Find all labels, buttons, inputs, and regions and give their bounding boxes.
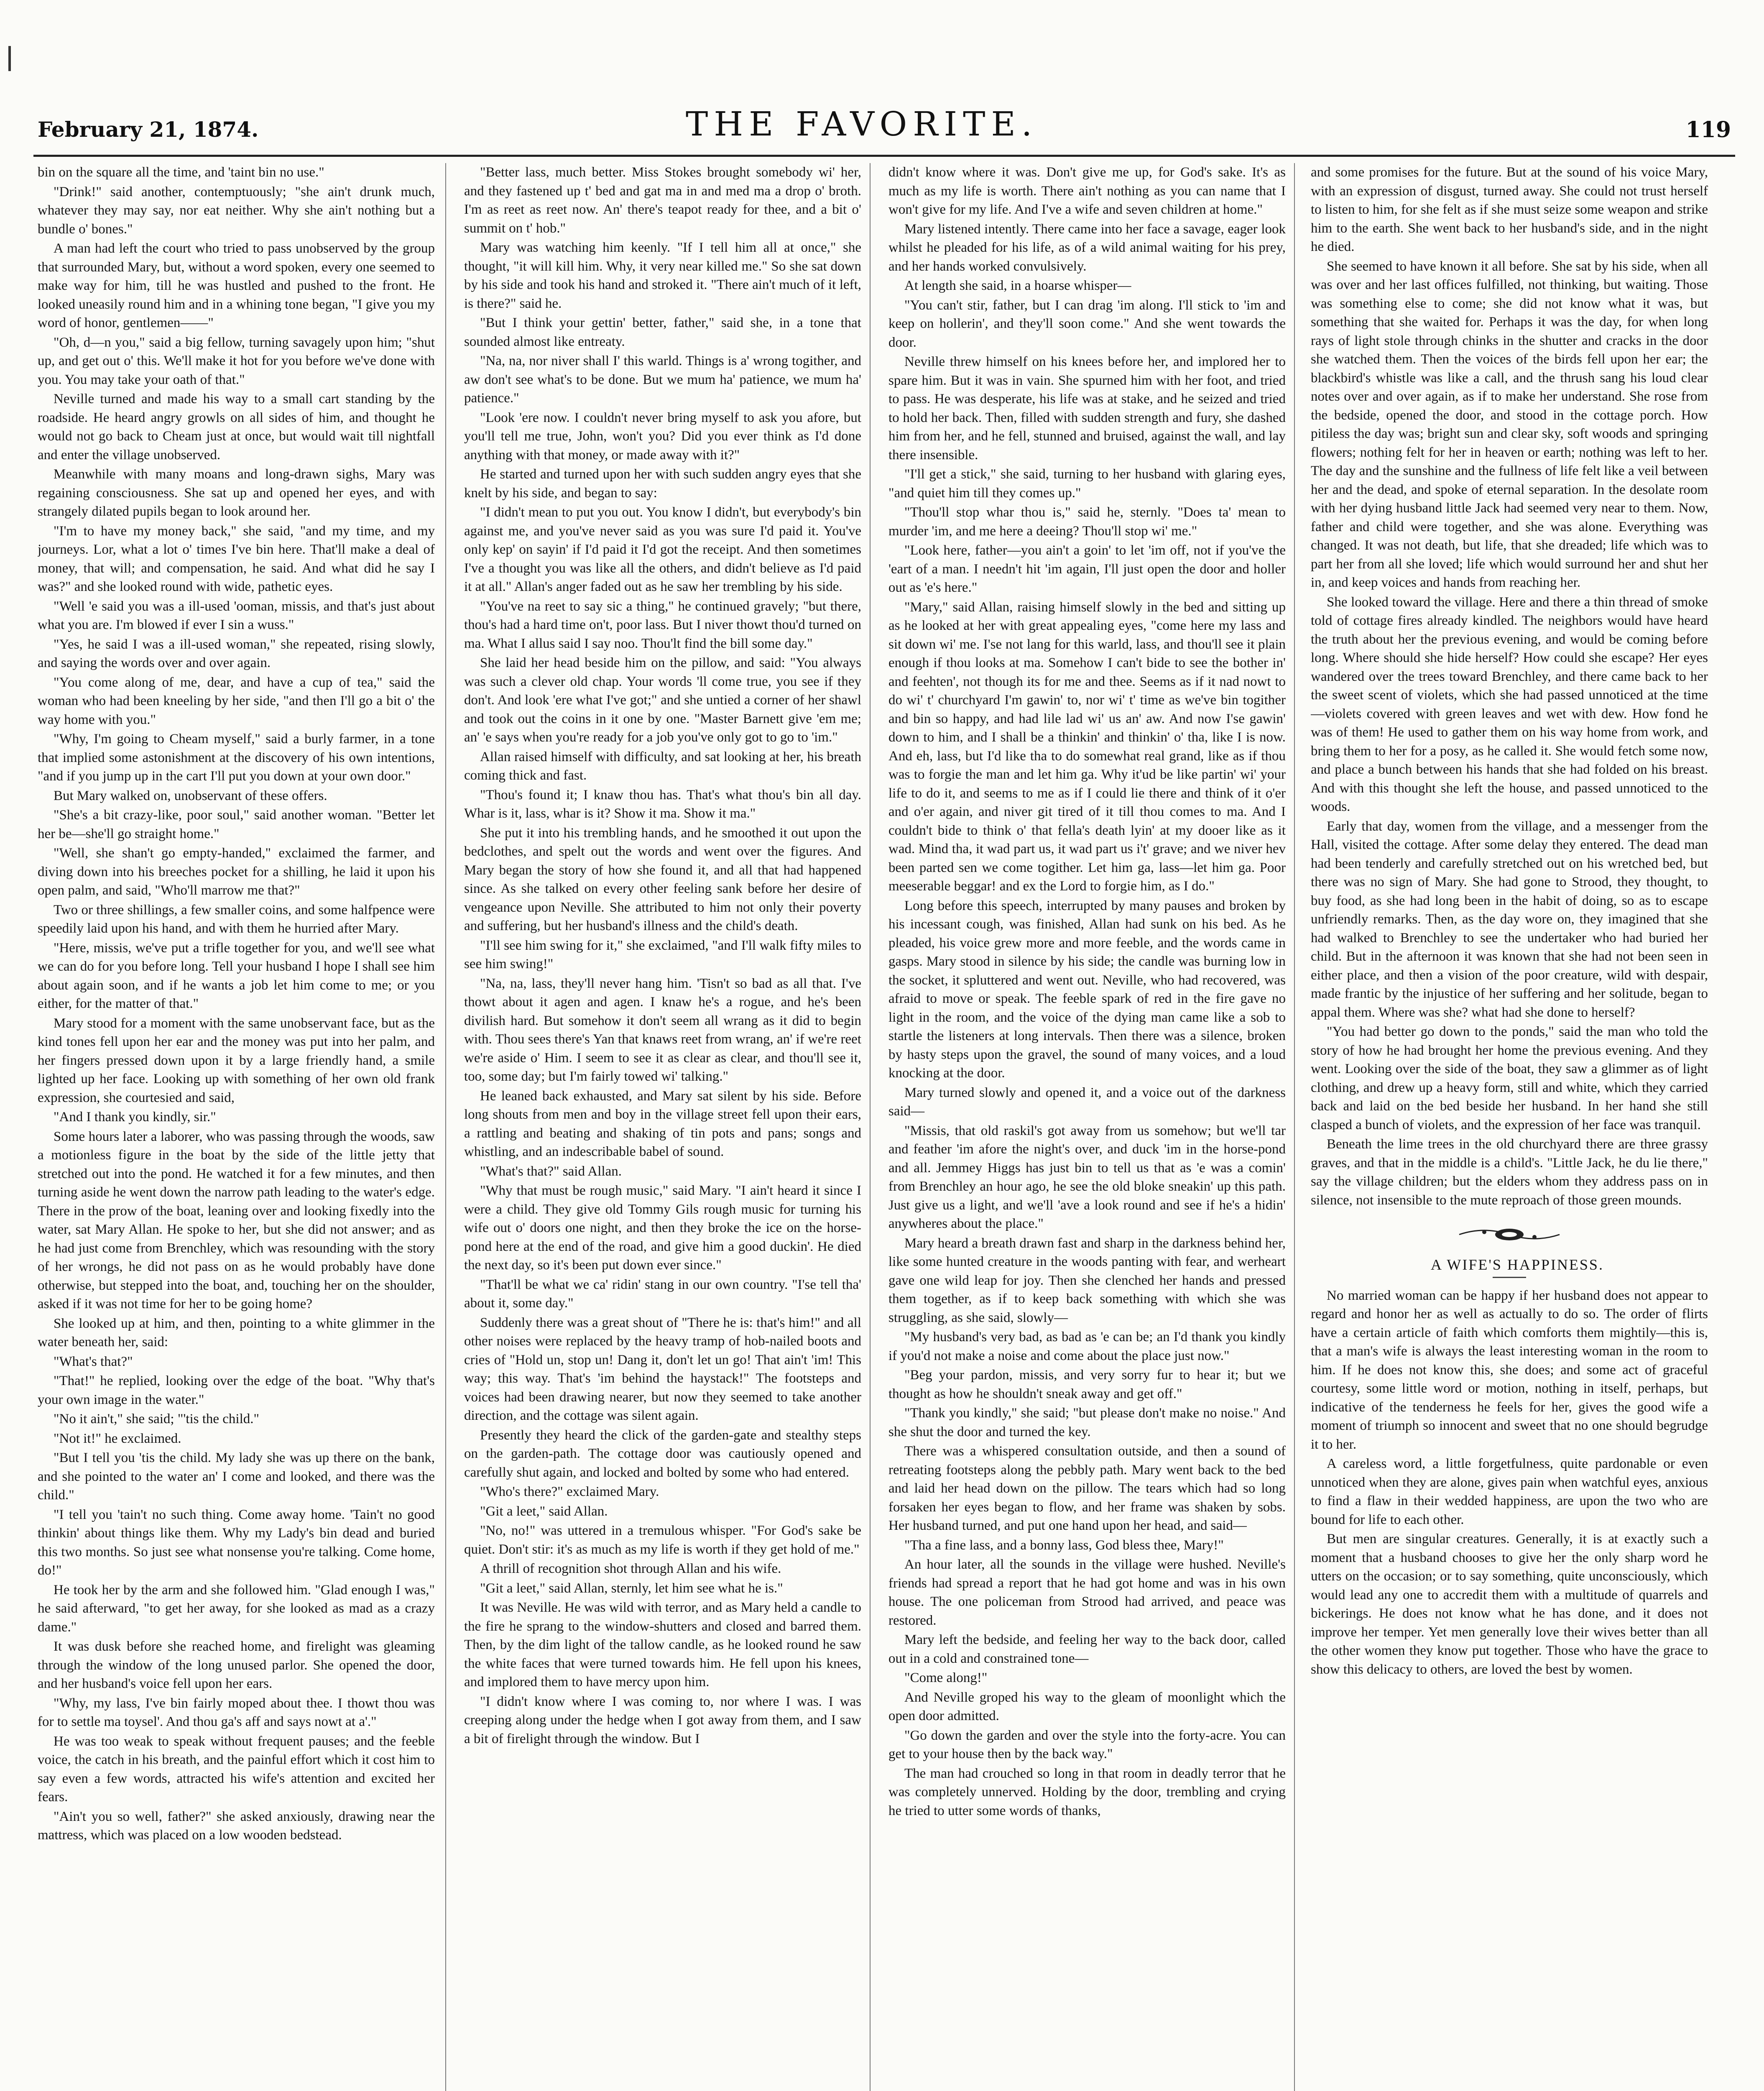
paragraph: "Ain't you so well, father?" she asked anxiously, drawing near the mattress, which was placed on a low wooden bedstead. <box>38 1809 435 1843</box>
paragraph: "Well 'e said you was a ill-used 'ooman, missis, and that's just about what you are. I'm blowed if ever I sin a wuss." <box>38 598 435 632</box>
paragraph: "Why that must be rough music," said Mary. "I ain't heard it since I were a child. They give old Tommy Gils rough music for turning his wife out o' doors one night, and then they broke the ice on the horse-pond here at the end of the road, and give him a good duckin'. He died the next day, so it's been put down ever since." <box>464 1183 861 1273</box>
paragraph: "Na, na, lass, they'll never hang him. 'Tisn't so bad as all that. I've thowt about it agen and agen. I knaw he's a rogue, and he's been divilish hard. But somehow it don't seem all wrang as it did to begin with. Thou sees there's Yan that knaws reet from wrang, an' if we're reet we're aside o' Him. I seem to see it as clear as clear, and thou'll see it, too, some day; but I'm fairly towed wi' talking." <box>464 976 861 1084</box>
paragraph: No married woman can be happy if her husband does not appear to regard and honor her as well as actually to do so. The order of flirts have a certain article of faith which comforts them mightily—this is, that a man's wife is always the least interesting woman in the room to him. If he does not know this, she does; and some act of graceful courtesy, some little word or motion, nothing in itself, perhaps, but indicative of the tenderness he feels for her, gives the good wife a moment of triumph so innocent and sweet that no one should begrudge it to her. <box>1311 1288 1708 1452</box>
paragraph: "Better lass, much better. Miss Stokes brought somebody wi' her, and they fastened up t' bed and gat ma in and med ma a drop o' broth. I'm as reet as reet now. An' there's teapot ready for thee, and a bit o' summit on t' hob." <box>464 165 861 236</box>
paragraph: "Not it!" he exclaimed. <box>54 1431 181 1446</box>
article-heading: A WIFE'S HAPPINESS. <box>1431 1256 1604 1273</box>
paragraph: Beneath the lime trees in the old churchyard there are three grassy graves, and that in the middle is a child's. "Little Jack, he du lie there," say the village children; but the elders whom they address pass on in silence, not insensible to the mute reproach of those green mounds. <box>1311 1137 1708 1208</box>
issue-date: February 21, 1874. <box>38 117 259 142</box>
paragraph: The man had crouched so long in that room in deadly terror that he was completely unnerved. Holding by the door, trembling and crying he tried to utter some words of thanks, <box>888 1766 1286 1818</box>
paragraph: "Look here, father—you ain't a goin' to let 'im off, not if you've the 'eart of a man. I needn't hit 'im again, I'll just open the door and holler out as 'e's here." <box>888 543 1286 595</box>
paragraph: Mary listened intently. There came into her face a savage, eager look whilst he pleaded for his life, as of a wild animal waiting for his prey, and her hands worked convulsively. <box>888 221 1286 274</box>
paragraph: "I didn't know where I was coming to, nor where I was. I was creeping along under the hedge when I got away from them, and I saw a bit of firelight through the window. But I <box>464 1694 861 1746</box>
paragraph: But men are singular creatures. Generally, it is at exactly such a moment that a husband chooses to give her the only sharp word he utters on the occasion; or to say something, quite unconsciously, which would lead any one to accredit them with a multitude of quarrels and bickerings. He does not know what he has done, and it does not improve her temper. Yet men generally love their wives better than all the other women they know put together. Those who have the grace to show this delicacy to others, are loved the best by women. <box>1311 1531 1708 1677</box>
paragraph: A thrill of recognition shot through Allan and his wife. <box>480 1561 781 1576</box>
paragraph: "Beg your pardon, missis, and very sorry fur to hear it; but we thought as how he shouldn't sneak away and get off." <box>888 1368 1286 1401</box>
paragraph: "My husband's very bad, as bad as 'e can be; an I'd thank you kindly if you'd not make a noise and come about the place just now." <box>888 1329 1286 1363</box>
paragraph: "And I thank you kindly, sir." <box>54 1109 216 1125</box>
paragraph: Two or three shillings, a few smaller coins, and some halfpence were speedily laid upon his hand, and with them he hurried after Mary. <box>38 902 435 936</box>
paragraph: "Here, missis, we've put a trifle together for you, and we'll see what we can do for you before long. Tell your husband I hope I shall see him about again soon, and if he wants a job let him come to me; or you either, for the matter of that." <box>38 940 435 1011</box>
paragraph: He was too weak to speak without frequent pauses; and the feeble voice, the catch in his breath, and the painful effort which it cost him to say even a few words, attracted his wife's attention and excited her fears. <box>38 1733 435 1805</box>
paragraph: "Why, I'm going to Cheam myself," said a burly farmer, in a tone that implied some astonishment at the discovery of his own intentions, "and if you jump up in the cart I'll put you down at your own door." <box>38 731 435 784</box>
paragraph: She seemed to have known it all before. She sat by his side, when all was over and her last offices fulfilled, not thinking, but waiting. Those was something else to come; she did not know what it was, but something that she waited for. Perhaps it was the day, for when long rays of light stole through chinks in the shutter and cracks in the door she watched them. Then the voices of the birds fell upon her ear; the blackbird's whistle was like a call, and the thrush sang his loud clear notes over and over again, as if to make her understand. She rose from the bedside, opened the door, and stood in the cottage porch. How pitiless the day was; bright sun and clear sky, soft woods and springing flowers; nothing felt for her in heaven or earth; nothing was left to her. The day and the sunshine and the fullness of life felt like a veil between her and the dead, and spoke of eternal separation. In the desolate room with her dying husband little Jack had seemed very near to them. Now, father and child were together, and she was alone. Everything was changed. It was not death, but life, that she dreaded; life which was to part her from all she loved; life which would surround her and shut her in, and keep voices and hands from reaching her. <box>1311 258 1708 590</box>
header-rule <box>33 155 1735 157</box>
paragraph: Mary heard a breath drawn fast and sharp in the darkness behind her, like some hunted creature in the woods panting with fear, and werheart gave one wild leap for joy. Then she clenched her hands and pressed them together, as if to keep back something with which she was struggling, as she said, slowly— <box>888 1235 1286 1325</box>
paragraph: She looked toward the village. Here and there a thin thread of smoke told of cottage fires already kindled. The neighbors would have heard the truth about her the previous evening, and would be coming before long. Where should she hide herself? How could she escape? Her eyes wandered over the trees toward Brenchley, and there came back to her the sweet scent of violets, which she had passed unnoticed at the time—violets covered with green leaves and wet with dew. How fond he was of them! He used to gather them on his way home from work, and bring them to her for a posy, as he called it. She would fetch some now, and place a bunch between his hands that she had folded on his breast. And with this thought she left the house, and passed unnoticed to the woods. <box>1311 594 1708 814</box>
paragraph: She looked up at him, and then, pointing to a white glimmer in the water beneath her, said: <box>38 1316 435 1350</box>
paragraph: "What's that?" <box>54 1354 133 1369</box>
paragraph: "Thou's found it; I knaw thou has. That's what thou's bin all day. Whar is it, lass, whar is it? Show it ma. Show it ma." <box>464 787 861 821</box>
paragraph: There was a whispered consultation outside, and then a sound of retreating footsteps along the pebbly path. Mary went back to the bed and laid her head down on the pillow. The tears which had so long forsaken her eyes began to flow, and her frame was shaken by sobs. Her husband turned, and put one hand upon her head, and said— <box>888 1444 1286 1533</box>
paragraph: "Drink!" said another, contemptuously; "she ain't drunk much, whatever they may say, nor eat neither. Why she ain't nothing but a bundle o' bones." <box>38 184 435 237</box>
paragraph: Neville threw himself on his knees before her, and implored her to spare him. But it was in vain. She spurned him with her foot, and tried to pass. He was desperate, his life was at stake, and he seized and tried to hold her back. Then, filled with sudden strength and fury, she dashed him from her, and he fell, stunned and bruised, against the wall, and lay there insensible. <box>888 354 1286 463</box>
paragraph: "I tell you 'tain't no such thing. Come away home. 'Tain't no good thinkin' about things like them. Why my Lady's bin dead and buried this two months. So just see what nonsense you're talking. Come home, do!" <box>38 1507 435 1578</box>
paragraph: Mary left the bedside, and feeling her way to the back door, called out in a cold and constrained tone— <box>888 1632 1286 1666</box>
paragraph: "Well, she shan't go empty-handed," exclaimed the farmer, and diving down into his breeches pocket for a shilling, he laid it upon his open palm, and said, "Who'll marrow me that?" <box>38 846 435 898</box>
paragraph: "I'll get a stick," she said, turning to her husband with glaring eyes, "and quiet him till they comes up." <box>888 467 1286 501</box>
paragraph: "Yes, he said I was a ill-used woman," she repeated, rising slowly, and saying the words over and over again. <box>38 637 435 670</box>
ornament-divider-icon <box>1455 1222 1564 1247</box>
paragraph: It was Neville. He was wild with terror, and as Mary held a candle to the fire he sprang to the window-shutters and closed and barred them. Then, by the dim light of the tallow candle, as he looked round he saw the white faces that were turned towards him. He fell upon his knees, and implored them to have mercy upon him. <box>464 1600 861 1690</box>
column-4 <box>1311 163 1708 2091</box>
paragraph: Meanwhile with many moans and long-drawn sighs, Mary was regaining consciousness. She sat up and opened her eyes, and with strangely dilated pupils began to look around her. <box>38 467 435 519</box>
paragraph: He took her by the arm and she followed him. "Glad enough I was," he said afterward, "to get her away, for she looked as mad as a crazy dame." <box>38 1582 435 1635</box>
paragraph: "You had better go down to the ponds," said the man who told the story of how he had brought her home the previous evening. And they went. Looking over the side of the boat, they saw a glimmer as of light clothing, and drew up a heavy form, still and white, which they carried back and laid on the bed beside her husband. In her hand she still clasped a bunch of violets, and the expression of her face was tranquil. <box>1311 1024 1708 1132</box>
paragraph: Presently they heard the click of the garden-gate and stealthy steps on the garden-path. The cottage door was cautiously opened and carefully shut again, and locked and bolted by some who had entered. <box>464 1427 861 1480</box>
paragraph: "Come along!" <box>904 1670 988 1685</box>
paragraph: "She's a bit crazy-like, poor soul," said another woman. "Better let her be—she'll go straight home." <box>38 808 435 841</box>
margin-mark <box>8 46 11 71</box>
paragraph: "Go down the garden and over the style into the forty-acre. You can get to your house then by the back way." <box>888 1728 1286 1761</box>
paragraph: "That'll be what we ca' ridin' stang in our own country. "I'se tell tha' about it, some day." <box>464 1277 861 1311</box>
paragraph: "You can't stir, father, but I can drag 'im along. I'll stick to 'im and keep on hollerin', and they'll soon come." And she went towards the door. <box>888 297 1286 350</box>
paragraph: and some promises for the future. But at the sound of his voice Mary, with an expression of disgust, turned away. She could not trust herself to listen to him, for she felt as if she must seize some weapon and strike him to the earth. She went back to her husband's side, and in the night he died. <box>1311 165 1708 254</box>
paragraph: "Who's there?" exclaimed Mary. <box>480 1484 659 1499</box>
paragraph: Suddenly there was a great shout of "There he is: that's him!" and all other noises were replaced by the heavy tramp of hob-nailed boots and cries of "Hold un, stop un! Dang it, don't let un go! That ain't 'im! This way; this way. That's 'im behind the haystack!" The footsteps and voices had been drawing nearer, but now they seemed to take another direction, and the cottage was silent again. <box>464 1315 861 1423</box>
paragraph: "Look 'ere now. I couldn't never bring myself to ask you afore, but you'll tell me true, John, won't you? Did you ever think as I'd done anything with that money, or made away with it?" <box>464 410 861 463</box>
paragraph: He leaned back exhausted, and Mary sat silent by his side. Before long shouts from men and boy in the village street fell upon their ears, a rattling and beating and shaking of tin pots and pans; songs and whistling, and an indescribable babel of sound. <box>464 1088 861 1159</box>
paragraph: "But I tell you 'tis the child. My lady she was up there on the bank, and she pointed to the water an' I come and looked, and there was the child." <box>38 1450 435 1503</box>
paragraph: "Git a leet," said Allan, sternly, let him see what he is." <box>480 1580 783 1596</box>
paragraph: Allan raised himself with difficulty, and sat looking at her, his breath coming thick and fast. <box>464 749 861 783</box>
paragraph: "Oh, d—n you," said a big fellow, turning savagely upon him; "shut up, and get out o' this. We'll make it hot for you before we've done with you. You may take your oath of that." <box>38 335 435 387</box>
paragraph: She put it into his trembling hands, and he smoothed it out upon the bedclothes, and spelt out the words and went over the figures. And Mary began the story of how she found it, and all that had happened since. As she talked on every other feeling sank before her desire of vengeance upon Neville. She attributed to him not only their poverty and suffering, but her husband's illness and the child's death. <box>464 825 861 933</box>
paragraph: "Na, na, nor niver shall I' this warld. Things is a' wrong togither, and aw don't see what's to be done. But we mum ha' patience, we mum ha' patience." <box>464 353 861 406</box>
masthead-title: THE FAVORITE. <box>686 105 1038 143</box>
paragraph: "I'll see him swing for it," she exclaimed, "and I'll walk fifty miles to see him swing!" <box>464 938 861 971</box>
paragraph: Mary stood for a moment with the same unobservant face, but as the kind tones fell upon her ear and the money was put into her palm, and her fingers pressed down upon it by a large friendly hand, a smile lighted up her face. Looking up with something of her own old frank expression, she courtesied and said, <box>38 1015 435 1105</box>
column-divider <box>1294 163 1295 2091</box>
paragraph: "But I think your gettin' better, father," said she, in a tone that sounded almost like entreaty. <box>464 315 861 349</box>
paragraph: Early that day, women from the village, and a messenger from the Hall, visited the cottage. After some delay they entered. The dead man had been tenderly and carefully stretched out on his wretched bed, but there was no sign of Mary. She had gone to Strood, they thought, to buy food, as she had long been in the habit of doing, so as to escape unfriendly remarks. Then, as the day wore on, they imagined that she had walked to Brenchley to see the undertaker who had buried her child. But in the afternoon it was known that she had not been seen in either place, and then a vision of the poor creature, wild with despair, made frantic by the injustice of her suffering and her solitude, began to appal them. Where was she? what had she done to herself? <box>1311 818 1708 1020</box>
heading-rule <box>1493 1277 1526 1278</box>
paragraph: "Missis, that old raskil's got away from us somehow; but we'll tar and feather 'im afore the night's over, and duck 'im in the horse-pond and all. Jemmey Higgs has just bin to tell us that as 'e was a comin' from Brenchley an hour ago, he see the old bloke sneakin' up this path. Just give us a light, and we'll 'ave a look round and see if he's a hidin' anywheres about the place." <box>888 1123 1286 1231</box>
paragraph: "What's that?" said Allan. <box>480 1163 622 1179</box>
paragraph: Some hours later a laborer, who was passing through the woods, saw a motionless figure in the boat by the side of the little jetty that stretched out into the pond. He watched it for a few minutes, and then turning aside he went down the narrow path leading to the water's edge. There in the prow of the boat, leaning over and looking fixedly into the water, sat Mary Allan. He spoke to her, but she did not answer; and as he had just come from Brenchley, which was resounding with the story of her wrongs, he did not pass on as he would probably have done otherwise, but stepped into the boat, and, touching her on the shoulder, asked if it was not time for her to be going home? <box>38 1129 435 1311</box>
paragraph: A man had left the court who tried to pass unobserved by the group that surrounded Mary, but, without a word spoken, every one seemed to make way for him, till he was hustled and pushed to the front. He looked uneasily round him and in a whining tone began, "I give you my word of honor, gentlemen——" <box>38 241 435 330</box>
paragraph: It was dusk before she reached home, and firelight was gleaming through the window of the long unused parlor. She opened the door, and her husband's voice fell upon her ears. <box>38 1639 435 1691</box>
paragraph: "Thou'll stop whar thou is," said he, sternly. "Does ta' mean to murder 'im, and me here a deeing? Thou'll stop wi' me." <box>888 505 1286 539</box>
paragraph: She laid her head beside him on the pillow, and said: "You always was such a clever old chap. Your words 'll come true, you see if they don't. And look 'ere what I've got;" and she untied a corner of her shawl and took out the coins in it one by one. "Master Barnett give 'em me; an' 'e says when you're ready for a job you've only got to go to 'im." <box>464 655 861 745</box>
paragraph: An hour later, all the sounds in the village were hushed. Neville's friends had spread a report that he had got home and was in his own house. The one policeman from Strood had arrived, and peace was restored. <box>888 1557 1286 1628</box>
page-header <box>33 105 1735 151</box>
paragraph: "You've na reet to say sic a thing," he continued gravely; "but there, thou's had a hard time on't, poor lass. But I niver thowt thou'd turned on ma. What I allus said I say noo. Thou'lt find the bill some day." <box>464 598 861 651</box>
column-2 <box>464 163 861 2091</box>
paragraph: "Git a leet," said Allan. <box>480 1503 608 1519</box>
paragraph: didn't know where it was. Don't give me up, for God's sake. It's as much as my life is worth. There ain't nothing as you can name that I won't give for my life. And I've a wife and seven children at home." <box>888 165 1286 217</box>
paragraph: Neville turned and made his way to a small cart standing by the roadside. He heard angry growls on all sides of him, and thought he would not go back to Cheam just at once, but would wait till nightfall and enter the village unobserved. <box>38 391 435 463</box>
paragraph: "I'm to have my money back," she said, "and my time, and my journeys. Lor, what a lot o' times I've bin here. That'll make a deal of money, that will; and compensation, he said. And what did he say I was?" and she looked round with wide, pathetic eyes. <box>38 523 435 594</box>
paragraph: He started and turned upon her with such sudden angry eyes that she knelt by his side, and began to say: <box>464 467 861 501</box>
paragraph: And Neville groped his way to the gleam of moonlight which the open door admitted. <box>888 1690 1286 1723</box>
story-continuation <box>1311 163 1708 1209</box>
column-divider <box>445 163 446 2091</box>
paragraph: "You come along of me, dear, and have a cup of tea," said the woman who had been kneeling by her side, "and then I'll go a bit o' the way home with you." <box>38 675 435 727</box>
paragraph: Mary was watching him keenly. "If I tell him all at once," she thought, "it will kill him. Why, it very near killed me." So she sat down by his side and took his hand and stroked it. "There ain't much of it left, is there?" said he. <box>464 240 861 311</box>
paragraph: "No it ain't," she said; "'tis the child." <box>54 1411 259 1426</box>
paragraph: bin on the square all the time, and 'taint bin no use." <box>38 165 324 180</box>
paragraph: A careless word, a little forgetfulness, quite pardonable or even unnoticed when they are alone, gives pain when watchful eyes, anxious to find a flaw in their wedded happiness, are upon the two who are bound for life to each other. <box>1311 1456 1708 1527</box>
paragraph: "No, no!" was uttered in a tremulous whisper. "For God's sake be quiet. Don't stir: it's as much as my life is worth if they get hold of me." <box>464 1523 861 1557</box>
column-3 <box>888 163 1286 2091</box>
paragraph: But Mary walked on, unobservant of these offers. <box>54 788 327 803</box>
paragraph: Long before this speech, interrupted by many pauses and broken by his incessant cough, was finished, Allan had sunk on his bed. As he pleaded, his voice grew more and more feeble, and the words came in gasps. Mary stood in silence by his side; the candle was burning low in the socket, it spluttered and went out. Neville, who had recovered, was afraid to move or speak. The feeble spark of red in the fire gave no light in the room, and the voice of the dying man came like a sob to startle the listeners at long intervals. Then there was a silence, broken by hasty steps upon the gravel, the sound of many voices, and a loud knocking at the door. <box>888 898 1286 1081</box>
column-divider <box>870 163 871 2091</box>
paragraph: Mary turned slowly and opened it, and a voice out of the darkness said— <box>888 1085 1286 1119</box>
article-body <box>1311 1286 1708 1679</box>
paragraph: "Why, my lass, I've bin fairly moped about thee. I thowt thou was for to settle ma toysel'. And thou ga's aff and says nowt at a'." <box>38 1695 435 1729</box>
paragraph: "Thank you kindly," she said; "but please don't make no noise." And she shut the door and turned the key. <box>888 1406 1286 1439</box>
paragraph: "Mary," said Allan, raising himself slowly in the bed and sitting up as he looked at her with great appealing eyes, "come here my lass and sit down wi' me. I'se not lang for this warld, lass, and thou'll see it plain enough if thou looks at ma. Somehow I can't bide to see the bother in' and feehten', not though its for me and thee. Seems as if it nad nowt to do wi' t' churchyard I'm gawin' to, nor wi' t' time as we've bin togither and bin so happy, and had lile lad wi' us an' aw. And now I'se gawin' down to him, and I shall be a thinkin' and thinkin' o' tha, like I is now. And eh, lass, but I'd like tha to do somewhat real grand, like as if thou was to forgie the man and let him ga. Why it'ud be like partin' wi' your life to do it, and seems to me as if I could lie there and think of it o'er and o'er again, and niver git tired of it till thou comes to ma. And I couldn't bide to think o' that fella's death lyin' at my dooer like as it wad. Mind tha, it wad part us, it wad part us i't' grave; and we niver hev been parted sen we come togither. Let him ga, lass—let him ga. Poor meeserable beggar! and ex the Lord to forgie him, as I do." <box>888 599 1286 894</box>
paragraph: "I didn't mean to put you out. You know I didn't, but everybody's bin against me, and you've never said as you was sure I'd paid it. You've only kep' on sayin' if I'd paid it I'd got the receipt. And then sometimes I've a thought you was like all the others, and didn't believe as I'd paid it at all." Allan's anger faded out as he saw her trembling by his side. <box>464 505 861 594</box>
paragraph: At length she said, in a hoarse whisper— <box>904 278 1131 293</box>
paragraph: "That!" he replied, looking over the edge of the boat. "Why that's your own image in the water." <box>38 1373 435 1407</box>
paragraph: "Tha a fine lass, and a bonny lass, God bless thee, Mary!" <box>904 1537 1224 1553</box>
page-number: 119 <box>1685 117 1731 143</box>
column-1 <box>38 163 435 2091</box>
